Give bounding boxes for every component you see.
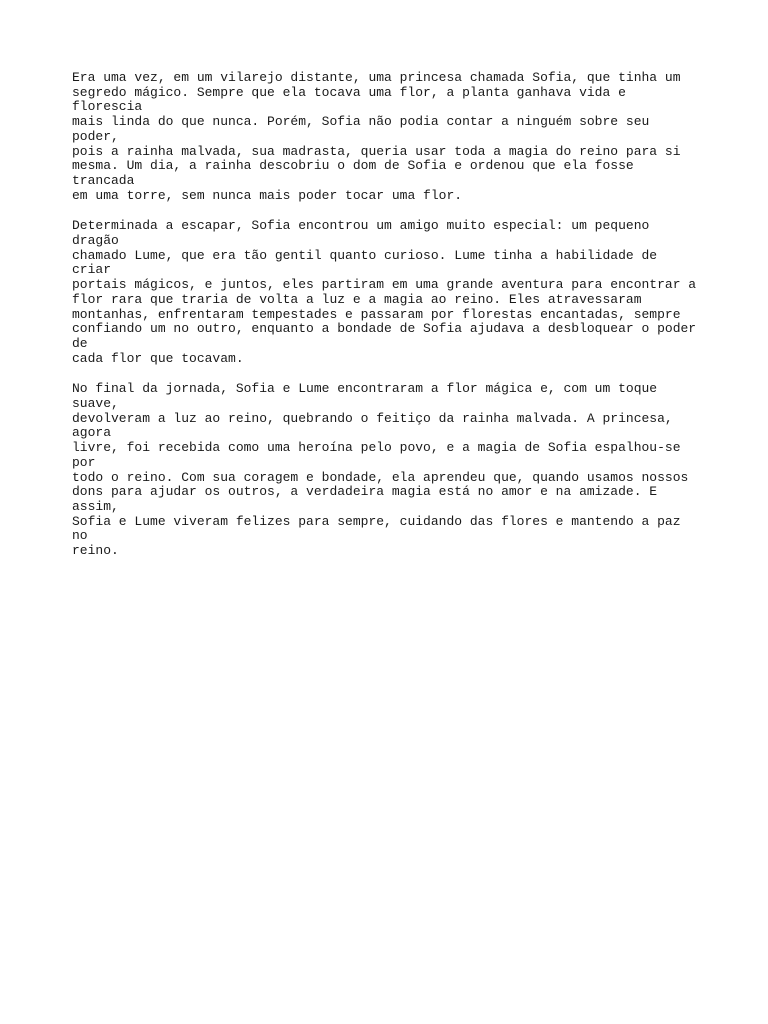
paragraph-3: No final da jornada, Sofia e Lume encontraram a flor mágica e, com um toque suave, devolveram a luz ao reino, quebrando o feitiço da rainha malvada. A princesa, agora livre, foi recebida como uma heroína pelo povo, e a magia de Sofia espalhou-se por todo o reino. Com sua coragem e bondade, ela aprendeu que, quando usamos nossos dons para ajudar os outros, a verdadeira magia está no amor e na amizade. E assim, Sofia e Lume viveram felizes para sempre, cuidando das flores e mantendo a paz no reino. — [72, 381, 689, 559]
document-body — [72, 71, 702, 575]
paragraph-1: Era uma vez, em um vilarejo distante, uma princesa chamada Sofia, que tinha um segredo mágico. Sempre que ela tocava uma flor, a planta ganhava vida e florescia mais linda do que nunca. Porém, Sofia não podia contar a ninguém sobre seu poder, pois a rainha malvada, sua madrasta, queria usar toda a magia do reino para si mesma. Um dia, a rainha descobriu o dom de Sofia e ordenou que ela fosse trancada em uma torre, sem nunca mais poder tocar uma flor. — [72, 70, 681, 203]
paragraph-2: Determinada a escapar, Sofia encontrou um amigo muito especial: um pequeno dragão chamado Lume, que era tão gentil quanto curioso. Lume tinha a habilidade de criar portais mágicos, e juntos, eles partiram em uma grande aventura para encontrar a flor rara que traria de volta a luz e a magia ao reino. Eles atravessaram montanhas, enfrentaram tempestades e passaram por florestas encantadas, sempre confiando um no outro, enquanto a bondade de Sofia ajudava a desbloquear o poder de cada flor que tocavam. — [72, 218, 697, 366]
